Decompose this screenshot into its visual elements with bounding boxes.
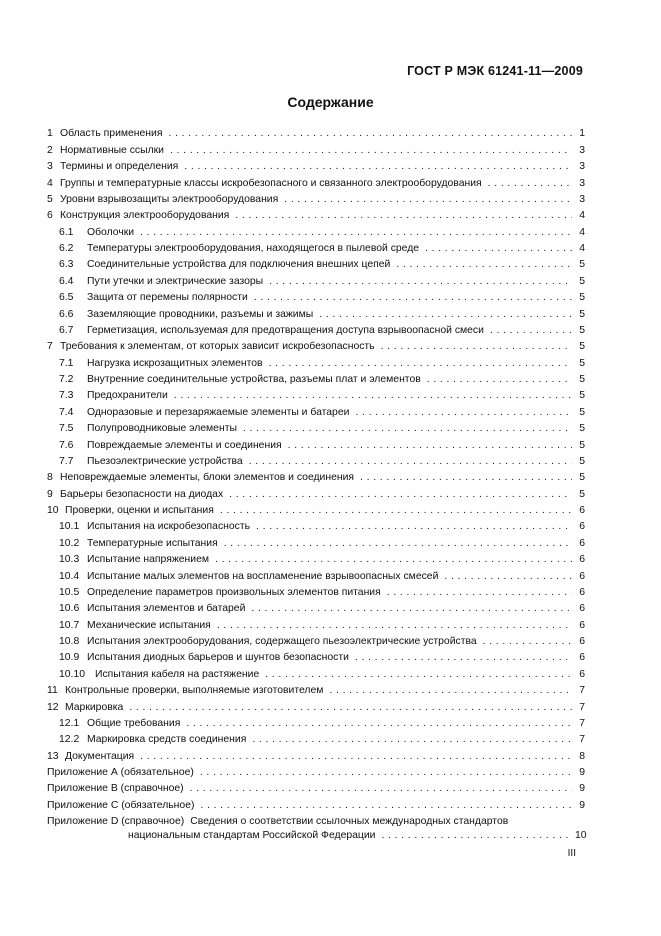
toc-entry-title: Полупроводниковые элементы [87, 423, 237, 435]
toc-entry-number: 12 [47, 701, 59, 713]
dot-leader [263, 669, 572, 681]
toc-entry[interactable] [47, 304, 585, 320]
dot-leader [233, 210, 572, 222]
toc-entry-title: Приложение В (справочное) [47, 783, 184, 795]
toc-entry-number: 6.3 [59, 259, 74, 271]
toc-entry-title: Испытание напряжением [87, 554, 210, 566]
toc-entry-number: 10 [47, 505, 59, 516]
toc-entry-title: Испытания электрооборудования, содержащего пьезоэлектрические устройства [87, 636, 477, 647]
toc-entry-number: 10.8 [59, 636, 80, 647]
toc-entry[interactable] [47, 615, 585, 631]
toc-entry-number: 12.2 [59, 734, 80, 746]
toc-entry-number: 10.10 [59, 668, 86, 680]
toc-entry-page: 6 [579, 521, 585, 533]
toc-entry-page: 5 [579, 324, 585, 336]
toc-entry-number: 7.4 [59, 406, 74, 418]
toc-entry-title: Уровни взрывозащиты электрооборудования [60, 193, 279, 205]
toc-entry-page: 6 [579, 619, 585, 631]
toc-entry-number: 7 [47, 341, 53, 353]
toc-entry-page: 5 [579, 423, 585, 435]
toc-entry-title: Требования к элементам, от которых зависит искробезопасность [60, 341, 375, 353]
toc-entry-number: 10.3 [59, 554, 80, 566]
dot-leader [385, 587, 572, 599]
toc-entry[interactable] [47, 124, 585, 140]
dot-leader [188, 783, 572, 795]
toc-entry[interactable] [47, 452, 585, 468]
toc-entry-page: 4 [579, 226, 585, 238]
toc-entry-title: Область применения [60, 128, 163, 140]
toc-entry[interactable] [47, 402, 585, 418]
toc-entry-page: 5 [579, 472, 585, 484]
toc-entry-page: 6 [579, 586, 585, 598]
dot-leader [286, 440, 572, 452]
page-number: III [567, 848, 576, 859]
toc-entry-page: 6 [579, 505, 585, 516]
toc-entry-page: 5 [579, 357, 585, 369]
toc-entry[interactable] [47, 484, 585, 500]
toc-entry[interactable] [47, 632, 585, 648]
toc-entry-page: 4 [579, 243, 585, 254]
toc-entry-title: Механические испытания [87, 619, 211, 631]
toc-entry-page: 5 [579, 341, 585, 353]
dot-leader [215, 620, 572, 632]
toc-entry-title: Защита от перемены полярности [87, 292, 248, 304]
toc-entry-page: 6 [579, 570, 585, 582]
toc-entry[interactable] [47, 517, 585, 533]
appendix-label: Приложение D (справочное) [47, 816, 185, 828]
dot-leader [247, 456, 572, 468]
dot-leader [198, 800, 572, 812]
dot-leader [481, 636, 572, 648]
toc-entry-number: 13 [47, 750, 59, 762]
toc-entry-page: 9 [579, 767, 585, 778]
appendix-title-line2: национальным стандартам Российской Федерации [128, 830, 376, 842]
toc-entry-number: 3 [47, 161, 53, 173]
dot-leader [138, 751, 572, 763]
toc-entry-page: 3 [579, 177, 585, 189]
toc-entry-title: Барьеры безопасности на диодах [60, 488, 224, 500]
toc-entry-number: 10.1 [59, 521, 80, 533]
toc-entry-title: Оболочки [87, 226, 135, 238]
dot-leader [486, 178, 572, 190]
toc-entry-title: Испытания элементов и батарей [87, 603, 246, 615]
toc-entry-page: 7 [579, 701, 585, 713]
toc-entry-page: 5 [579, 374, 585, 385]
toc-entry-number: 6.6 [59, 308, 74, 320]
toc-entry-title: Пути утечки и электрические зазоры [87, 275, 264, 287]
dot-leader [379, 830, 572, 842]
toc-entry[interactable] [47, 353, 585, 369]
toc-entry-page: 5 [579, 275, 585, 287]
dot-leader [249, 603, 572, 615]
toc-entry[interactable] [47, 714, 585, 730]
toc-entry-title: Предохранители [87, 390, 168, 402]
toc-entry[interactable] [47, 419, 585, 435]
toc-entry[interactable] [47, 271, 585, 287]
toc-entry[interactable] [47, 533, 585, 549]
toc-entry-page: 6 [579, 537, 585, 549]
toc-entry-number: 10.4 [59, 570, 80, 582]
toc-entry-page: 3 [579, 193, 585, 205]
dot-leader [267, 276, 572, 288]
dot-leader [222, 538, 572, 550]
toc-entry-number: 12.1 [59, 717, 80, 729]
toc-entry-number: 10.5 [59, 586, 80, 598]
toc-entry-page: 8 [579, 750, 585, 762]
toc-entry-number: 9 [47, 488, 53, 500]
toc-entry[interactable] [47, 583, 585, 599]
toc-entry-title: Испытания кабеля на растяжение [95, 668, 260, 680]
dot-leader [166, 128, 572, 140]
toc-title: Содержание [287, 94, 374, 110]
toc-entry[interactable] [47, 435, 585, 451]
toc-entry-number: 6.4 [59, 275, 74, 287]
toc-entry[interactable] [47, 681, 585, 697]
dot-leader [138, 227, 572, 239]
dot-leader [267, 358, 572, 370]
toc-entry-number: 2 [47, 144, 53, 156]
toc-entry[interactable] [47, 190, 585, 206]
toc-entry[interactable] [47, 140, 585, 156]
table-of-contents [47, 124, 585, 842]
toc-entry-title: Маркировка [65, 701, 124, 713]
toc-entry-page: 5 [579, 455, 585, 467]
toc-entry[interactable] [47, 222, 585, 238]
toc-entry-number: 4 [47, 177, 53, 189]
dot-leader [327, 685, 572, 697]
toc-entry-page: 3 [579, 144, 585, 156]
toc-entry-title: Герметизация, используемая для предотвращения доступа взрывоопасной смеси [87, 324, 484, 336]
dot-leader [353, 652, 572, 664]
dot-leader [213, 554, 572, 566]
toc-entry-page: 7 [579, 734, 585, 746]
toc-entry-number: 7.3 [59, 390, 74, 402]
toc-entry-title: Конструкция электрооборудования [60, 210, 230, 222]
toc-entry[interactable] [47, 746, 585, 762]
toc-entry[interactable] [47, 648, 585, 664]
toc-entry-title: Испытания на искробезопасность [87, 521, 251, 533]
dot-leader [227, 489, 572, 501]
toc-entry-title: Документация [65, 750, 135, 762]
toc-entry[interactable] [47, 173, 585, 189]
toc-entry-number: 7.2 [59, 374, 74, 385]
toc-entry-page: 10 [575, 830, 587, 842]
toc-entry[interactable] [47, 795, 585, 811]
dot-leader [184, 718, 572, 730]
toc-entry-title: Заземляющие проводники, разъемы и зажимы [87, 308, 314, 320]
dot-leader [127, 702, 572, 714]
toc-entry-title: Нагрузка искрозащитных элементов [87, 357, 263, 369]
toc-entry[interactable] [47, 206, 585, 222]
dot-leader [182, 161, 572, 173]
toc-entry-title: Приложение С (обязательное) [47, 799, 195, 811]
toc-entry[interactable] [47, 599, 585, 615]
dot-leader [252, 292, 572, 304]
toc-entry[interactable] [47, 697, 585, 713]
toc-entry[interactable] [47, 337, 585, 353]
toc-entry-page: 4 [579, 210, 585, 222]
dot-leader [353, 407, 572, 419]
toc-entry-number: 6 [47, 210, 53, 222]
toc-entry-page: 5 [579, 439, 585, 451]
dot-leader [282, 194, 572, 206]
toc-entry-page: 5 [579, 390, 585, 402]
dot-leader [254, 521, 572, 533]
toc-entry-title: Температуры электрооборудования, находящегося в пылевой среде [87, 243, 420, 254]
toc-entry-title: Маркировка средств соединения [87, 734, 247, 746]
dot-leader [172, 390, 572, 402]
toc-entry-page: 9 [579, 783, 585, 795]
toc-entry-title: Нормативные ссылки [60, 144, 164, 156]
toc-entry-number: 1 [47, 128, 53, 140]
toc-entry-page: 7 [579, 685, 585, 697]
toc-entry-title: Определение параметров произвольных элементов питания [87, 586, 381, 598]
toc-entry[interactable] [47, 370, 585, 386]
dot-leader [425, 374, 572, 386]
toc-entry-title: Одноразовые и перезаряжаемые элементы и батареи [87, 406, 350, 418]
toc-entry[interactable] [47, 321, 585, 337]
dot-leader [198, 767, 572, 779]
toc-entry-number: 8 [47, 472, 53, 484]
toc-entry-title: Испытание малых элементов на воспламенение взрывоопасных смесей [87, 570, 439, 582]
toc-entry-title: Термины и определения [60, 161, 179, 173]
toc-entry-page: 6 [579, 636, 585, 647]
toc-entry-number: 7.1 [59, 357, 74, 369]
toc-entry-title: Соединительные устройства для подключения внешних цепей [87, 259, 391, 271]
toc-entry-title: Пьезоэлектрические устройства [87, 455, 243, 467]
toc-entry-title: Проверки, оценки и испытания [65, 505, 214, 516]
toc-entry-title: Неповреждаемые элементы, блоки элементов и соединения [60, 472, 355, 484]
dot-leader [168, 145, 572, 157]
toc-entry-page: 5 [579, 406, 585, 418]
dot-leader [379, 341, 572, 353]
toc-entry[interactable] [47, 779, 585, 795]
toc-entry-page: 6 [579, 603, 585, 615]
toc-entry-title: Контрольные проверки, выполняемые изготовителем [65, 685, 324, 697]
dot-leader [358, 472, 572, 484]
toc-entry-number: 7.5 [59, 423, 74, 435]
toc-entry-number: 10.7 [59, 619, 80, 631]
toc-entry-page: 7 [579, 717, 585, 729]
appendix-title-line1: Сведения о соответствии ссылочных международных стандартов [190, 816, 509, 828]
toc-entry-title: Внутренние соединительные устройства, разъемы плат и элементов [87, 374, 421, 385]
toc-entry-number: 7.7 [59, 455, 74, 467]
toc-entry[interactable] [47, 468, 585, 484]
document-code: ГОСТ Р МЭК 61241-11—2009 [407, 64, 583, 78]
toc-entry[interactable] [47, 255, 585, 271]
toc-entry-page: 5 [579, 259, 585, 271]
toc-entry-number: 7.6 [59, 439, 74, 451]
toc-entry-page: 5 [579, 308, 585, 320]
toc-entry[interactable] [47, 157, 585, 173]
toc-entry-page: 9 [579, 799, 585, 811]
dot-leader [442, 571, 572, 583]
toc-entry-number: 11 [47, 685, 58, 697]
dot-leader [394, 259, 572, 271]
toc-entry-page: 6 [579, 554, 585, 566]
toc-entry[interactable] [47, 239, 585, 255]
toc-entry[interactable] [47, 550, 585, 566]
toc-entry-title: Группы и температурные классы искробезопасного и связанного электрооборудования [60, 177, 482, 189]
toc-entry-title: Общие требования [87, 717, 181, 729]
toc-entry-title: Температурные испытания [87, 537, 218, 549]
toc-entry-number: 6.7 [59, 324, 74, 336]
toc-entry[interactable] [47, 501, 585, 517]
dot-leader [218, 505, 572, 517]
toc-entry-page: 6 [579, 652, 585, 664]
toc-entry-page: 5 [579, 488, 585, 500]
dot-leader [250, 734, 572, 746]
dot-leader [241, 423, 572, 435]
toc-entry-number: 6.1 [59, 226, 74, 238]
toc-entry-number: 6.2 [59, 243, 74, 254]
dot-leader [488, 325, 572, 337]
toc-entry[interactable] [47, 730, 585, 746]
toc-entry[interactable] [47, 386, 585, 402]
toc-entry[interactable] [47, 566, 585, 582]
toc-entry-number: 6.5 [59, 292, 74, 304]
toc-entry-title: Приложение А (обязательное) [47, 767, 194, 778]
toc-entry-number: 10.6 [59, 603, 80, 615]
toc-entry-page: 6 [579, 668, 585, 680]
toc-entry[interactable] [47, 763, 585, 779]
toc-entry-page: 3 [579, 161, 585, 173]
dot-leader [423, 243, 572, 255]
toc-entry-appendix-d[interactable] [47, 812, 585, 842]
toc-entry-title: Испытания диодных барьеров и шунтов безопасности [87, 652, 349, 664]
dot-leader [317, 309, 572, 321]
toc-entry-page: 5 [579, 292, 585, 304]
toc-entry[interactable] [47, 288, 585, 304]
toc-entry-page: 1 [579, 128, 585, 140]
toc-entry-number: 10.9 [59, 652, 80, 664]
toc-entry-number: 5 [47, 193, 53, 205]
toc-entry-number: 10.2 [59, 537, 80, 549]
toc-entry-title: Повреждаемые элементы и соединения [87, 439, 282, 451]
toc-entry[interactable] [47, 664, 585, 680]
